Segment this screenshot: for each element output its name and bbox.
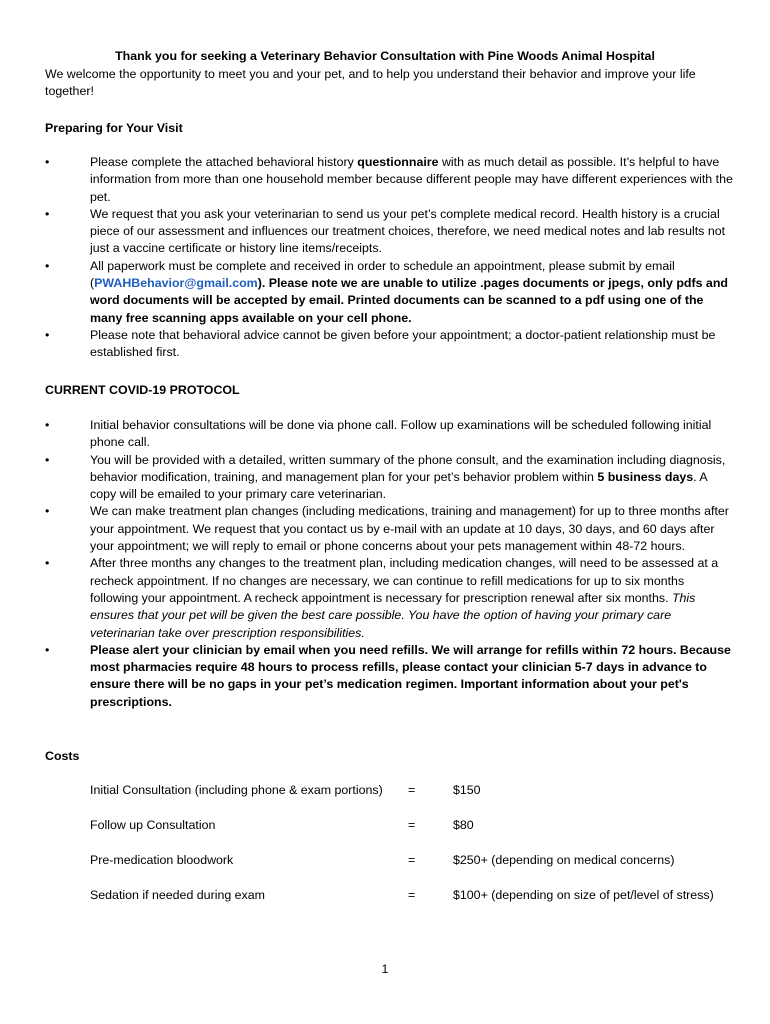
list-item: • Please complete the attached behavioral history questionnaire with as much detail as possible. It’s helpful to have information from more than one household member because different people may have different experiences with the pet. [45,155,733,204]
cost-row [90,782,740,817]
covid-heading: CURRENT COVID-19 PROTOCOL [45,383,240,397]
bullet: • [45,452,50,467]
cost-price: $150 [453,783,481,797]
equals-sign: = [408,818,416,832]
list-item: • You will be provided with a detailed, written summary of the phone consult, and the examination including diagnosis, behavior modification, training, and management plan for your pet’s behavior problem within 5 business days. A copy will be emailed to your primary care veterinarian. [45,452,726,502]
cost-price: $80 [453,818,474,832]
bullet: • [45,206,50,221]
list-item: • Please alert your clinician by email when you need refills. We will arrange for refills within 72 hours. Because most pharmacies require 48 hours to process refills, please contact your clinician 5-7 days in advance to ensure there will be no gaps in your pet’s medication regimen. Important information about your pet's prescriptions. [45,642,731,709]
cost-item: Sedation if needed during exam [90,888,265,902]
preparing-list [45,154,735,362]
equals-sign: = [408,888,416,902]
cost-item: Initial Consultation (including phone & exam portions) [90,783,383,797]
costs-heading: Costs [45,749,80,763]
cost-item: Follow up Consultation [90,818,216,832]
bullet: • [45,327,50,342]
cost-price: $100+ (depending on size of pet/level of stress) [453,888,714,902]
cost-item: Pre-medication bloodwork [90,853,234,867]
bullet: • [45,642,50,657]
list-item: • We request that you ask your veterinarian to send us your pet’s complete medical record. Health history is a crucial piece of our assessment and influences our treatment choices, therefore, we need medical notes and lab results not just a vaccine certificate or history line items/receipts. [45,206,726,256]
list-item: • All paperwork must be complete and received in order to schedule an appointment, please submit by email (PWAHBehavior@gmail.com). Please note we are unable to utilize .pages documents or jpegs, only pdfs and word documents will be accepted by email. Printed documents can be scanned to a pdf using one of the many free scanning apps available on your cell phone. [45,258,728,325]
covid-list [45,417,735,711]
equals-sign: = [408,853,416,867]
preparing-heading: Preparing for Your Visit [45,121,183,135]
bullet: • [45,504,50,519]
list-item: • We can make treatment plan changes (including medications, training and management) for up to three months after your appointment. We request that you contact us by e-mail with an update at 10 days, 30 days, and 60 days after your appointment; we will reply to email or phone concerns about your pets management within 48-72 hours. [45,504,729,554]
costs-table [90,782,740,922]
document-title: Thank you for seeking a Veterinary Behavior Consultation with Pine Woods Animal Hospital [115,49,655,63]
email-link[interactable]: PWAHBehavior@gmail.com [94,276,258,291]
equals-sign: = [408,783,416,797]
page-number: 1 [381,962,389,976]
list-item: • Please note that behavioral advice cannot be given before your appointment; a doctor-patient relationship must be established first. [45,327,716,360]
bullet: • [45,418,50,432]
bullet: • [45,155,50,169]
cost-row [90,817,740,852]
bullet: • [45,556,50,571]
list-item: • Initial behavior consultations will be done via phone call. Follow up examinations will be scheduled following initial phone call. [45,418,712,450]
cost-row [90,852,740,887]
intro-paragraph: We welcome the opportunity to meet you and your pet, and to help you understand their behavior and improve your life together! [45,67,696,99]
list-item: • After three months any changes to the treatment plan, including medication changes, will need to be assessed at a recheck appointment. If no changes are necessary, we can continue to refill medications for up to six months following your appointment. A recheck appointment is necessary for prescription renewal after six months. This ensures that your pet will be given the best care possible. You have the option of having your primary care veterinarian take over prescription responsibilities. [45,556,719,640]
cost-price: $250+ (depending on medical concerns) [453,853,675,867]
cost-row [90,887,740,922]
bullet: • [45,258,50,273]
